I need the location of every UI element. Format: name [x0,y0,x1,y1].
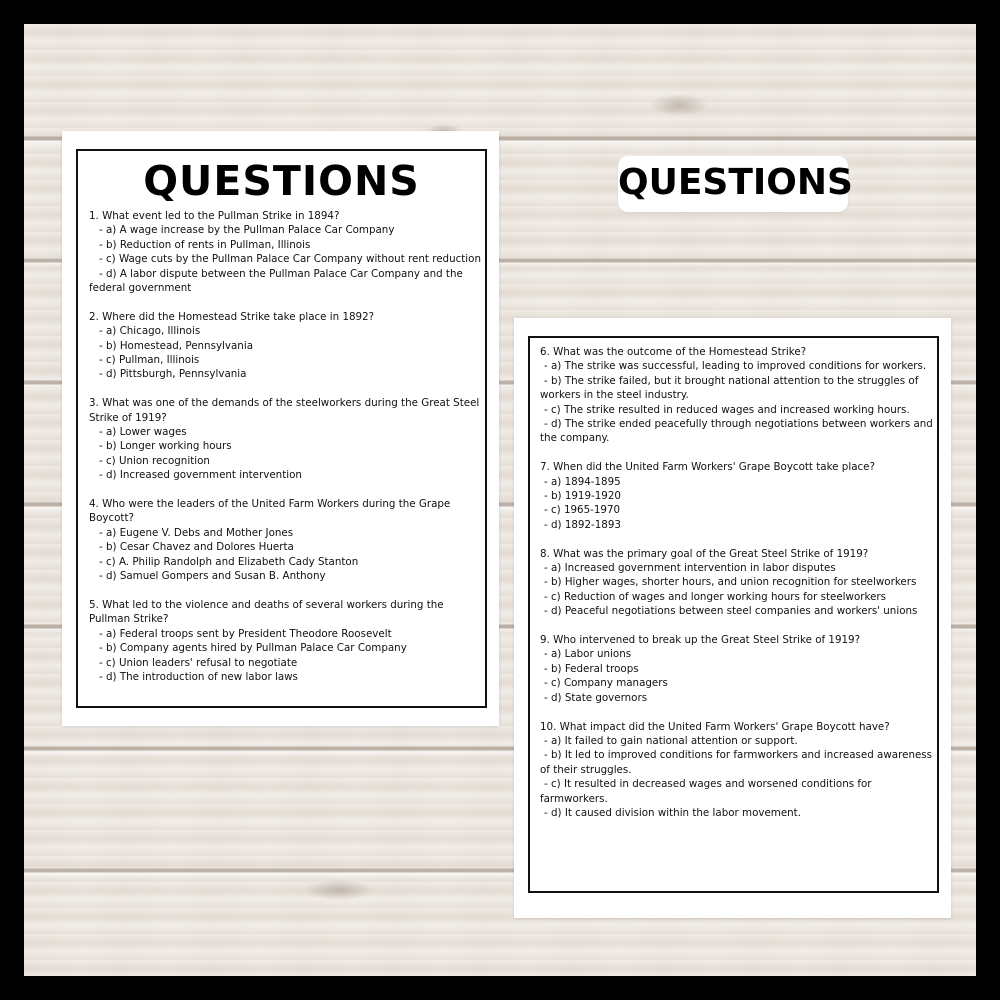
question-item [89,209,481,295]
answer-option: - d) A labor dispute between the Pullman Palace Car Company and the federal government [89,267,463,295]
title-label [618,156,853,212]
question-item [89,310,481,382]
wood-knot [649,94,709,116]
question-item [540,547,935,619]
answer-option: - a) Lower wages [99,426,187,439]
question-list [89,209,481,699]
answer-option: - b) Federal troops [544,662,639,675]
page-frame [528,336,939,893]
page-title: QUESTIONS [143,157,420,205]
answer-option: - d) State governors [544,691,648,704]
wood-knot [304,879,374,901]
answer-option: - c) Union leaders' refusal to negotiate [99,656,298,669]
question-item [540,633,935,705]
answer-option: - d) 1892-1893 [544,518,621,531]
answer-option: - c) Reduction of wages and longer working hours for steelworkers [544,590,887,603]
answer-option: - c) It resulted in decreased wages and worsened conditions for farmworkers. [540,778,872,805]
question-text: 10. What impact did the United Farm Workers' Grape Boycott have? [540,720,890,733]
question-text: 6. What was the outcome of the Homestead Strike? [540,346,807,358]
question-item [89,598,481,684]
answer-option: - b) Company agents hired by Pullman Palace Car Company [99,642,407,655]
answer-option: - c) Company managers [544,677,668,690]
answer-option: - b) Longer working hours [99,440,232,453]
answer-option: - a) It failed to gain national attention or support. [544,734,798,747]
question-text: 2. Where did the Homestead Strike take place in 1892? [89,310,375,323]
question-text: 8. What was the primary goal of the Great Steel Strike of 1919? [540,547,869,560]
answer-option: - b) Reduction of rents in Pullman, Illinois [99,238,311,251]
answer-option: - a) Eugene V. Debs and Mother Jones [99,526,294,539]
answer-option: - d) The strike ended peacefully through negotiations between workers and the company. [540,418,933,445]
worksheet-page-right [514,318,951,918]
question-item [540,460,935,532]
question-list [540,345,935,835]
page-title: QUESTIONS [618,162,853,203]
answer-option: - b) 1919-1920 [544,490,621,503]
answer-option: - c) The strike resulted in reduced wages and increased working hours. [544,403,910,416]
answer-option: - d) Peaceful negotiations between steel companies and workers' unions [544,605,918,618]
answer-option: - a) Federal troops sent by President Theodore Roosevelt [99,627,392,640]
question-item [540,720,935,821]
question-text: 3. What was one of the demands of the steelworkers during the Great Steel Strike of 1919? [89,397,480,424]
answer-option: - c) Pullman, Illinois [99,354,200,367]
answer-option: - b) Homestead, Pennsylvania [99,339,254,352]
question-item [89,396,481,482]
question-text: 4. Who were the leaders of the United Farm Workers during the Grape Boycott? [89,498,451,525]
answer-option: - c) A. Philip Randolph and Elizabeth Cady Stanton [99,555,359,568]
answer-option: - a) Chicago, Illinois [99,325,201,338]
question-item [89,497,481,583]
page-frame [76,149,487,708]
question-text: 1. What event led to the Pullman Strike in 1894? [89,210,340,222]
worksheet-page-left [62,131,499,726]
answer-option: - d) Increased government intervention [99,469,302,482]
answer-option: - d) Samuel Gompers and Susan B. Anthony [99,570,326,583]
answer-option: - b) It led to improved conditions for farmworkers and increased awareness of their struggles. [540,749,933,776]
answer-option: - b) Higher wages, shorter hours, and union recognition for steelworkers [544,576,917,589]
answer-option: - d) Pittsburgh, Pennsylvania [99,368,247,381]
answer-option: - a) 1894-1895 [544,475,621,488]
answer-option: - c) Union recognition [99,454,210,467]
answer-option: - b) The strike failed, but it brought national attention to the struggles of workers in the steel industry. [540,374,919,402]
question-text: 9. Who intervened to break up the Great Steel Strike of 1919? [540,634,861,647]
question-text: 7. When did the United Farm Workers' Grape Boycott take place? [540,461,875,474]
answer-option: - b) Cesar Chavez and Dolores Huerta [99,541,294,554]
question-text: 5. What led to the violence and deaths of several workers during the Pullman Strike? [89,598,444,626]
answer-option: - c) 1965-1970 [544,504,621,517]
answer-option: - c) Wage cuts by the Pullman Palace Car Company without rent reduction [99,253,481,266]
answer-option: - a) A wage increase by the Pullman Palace Car Company [99,224,395,237]
answer-option: - a) Increased government intervention in labor disputes [544,562,836,575]
question-item [540,345,935,446]
answer-option: - d) It caused division within the labor movement. [544,806,801,819]
answer-option: - a) The strike was successful, leading to improved conditions for workers. [544,360,927,373]
answer-option: - d) The introduction of new labor laws [99,670,298,683]
answer-option: - a) Labor unions [544,648,632,661]
